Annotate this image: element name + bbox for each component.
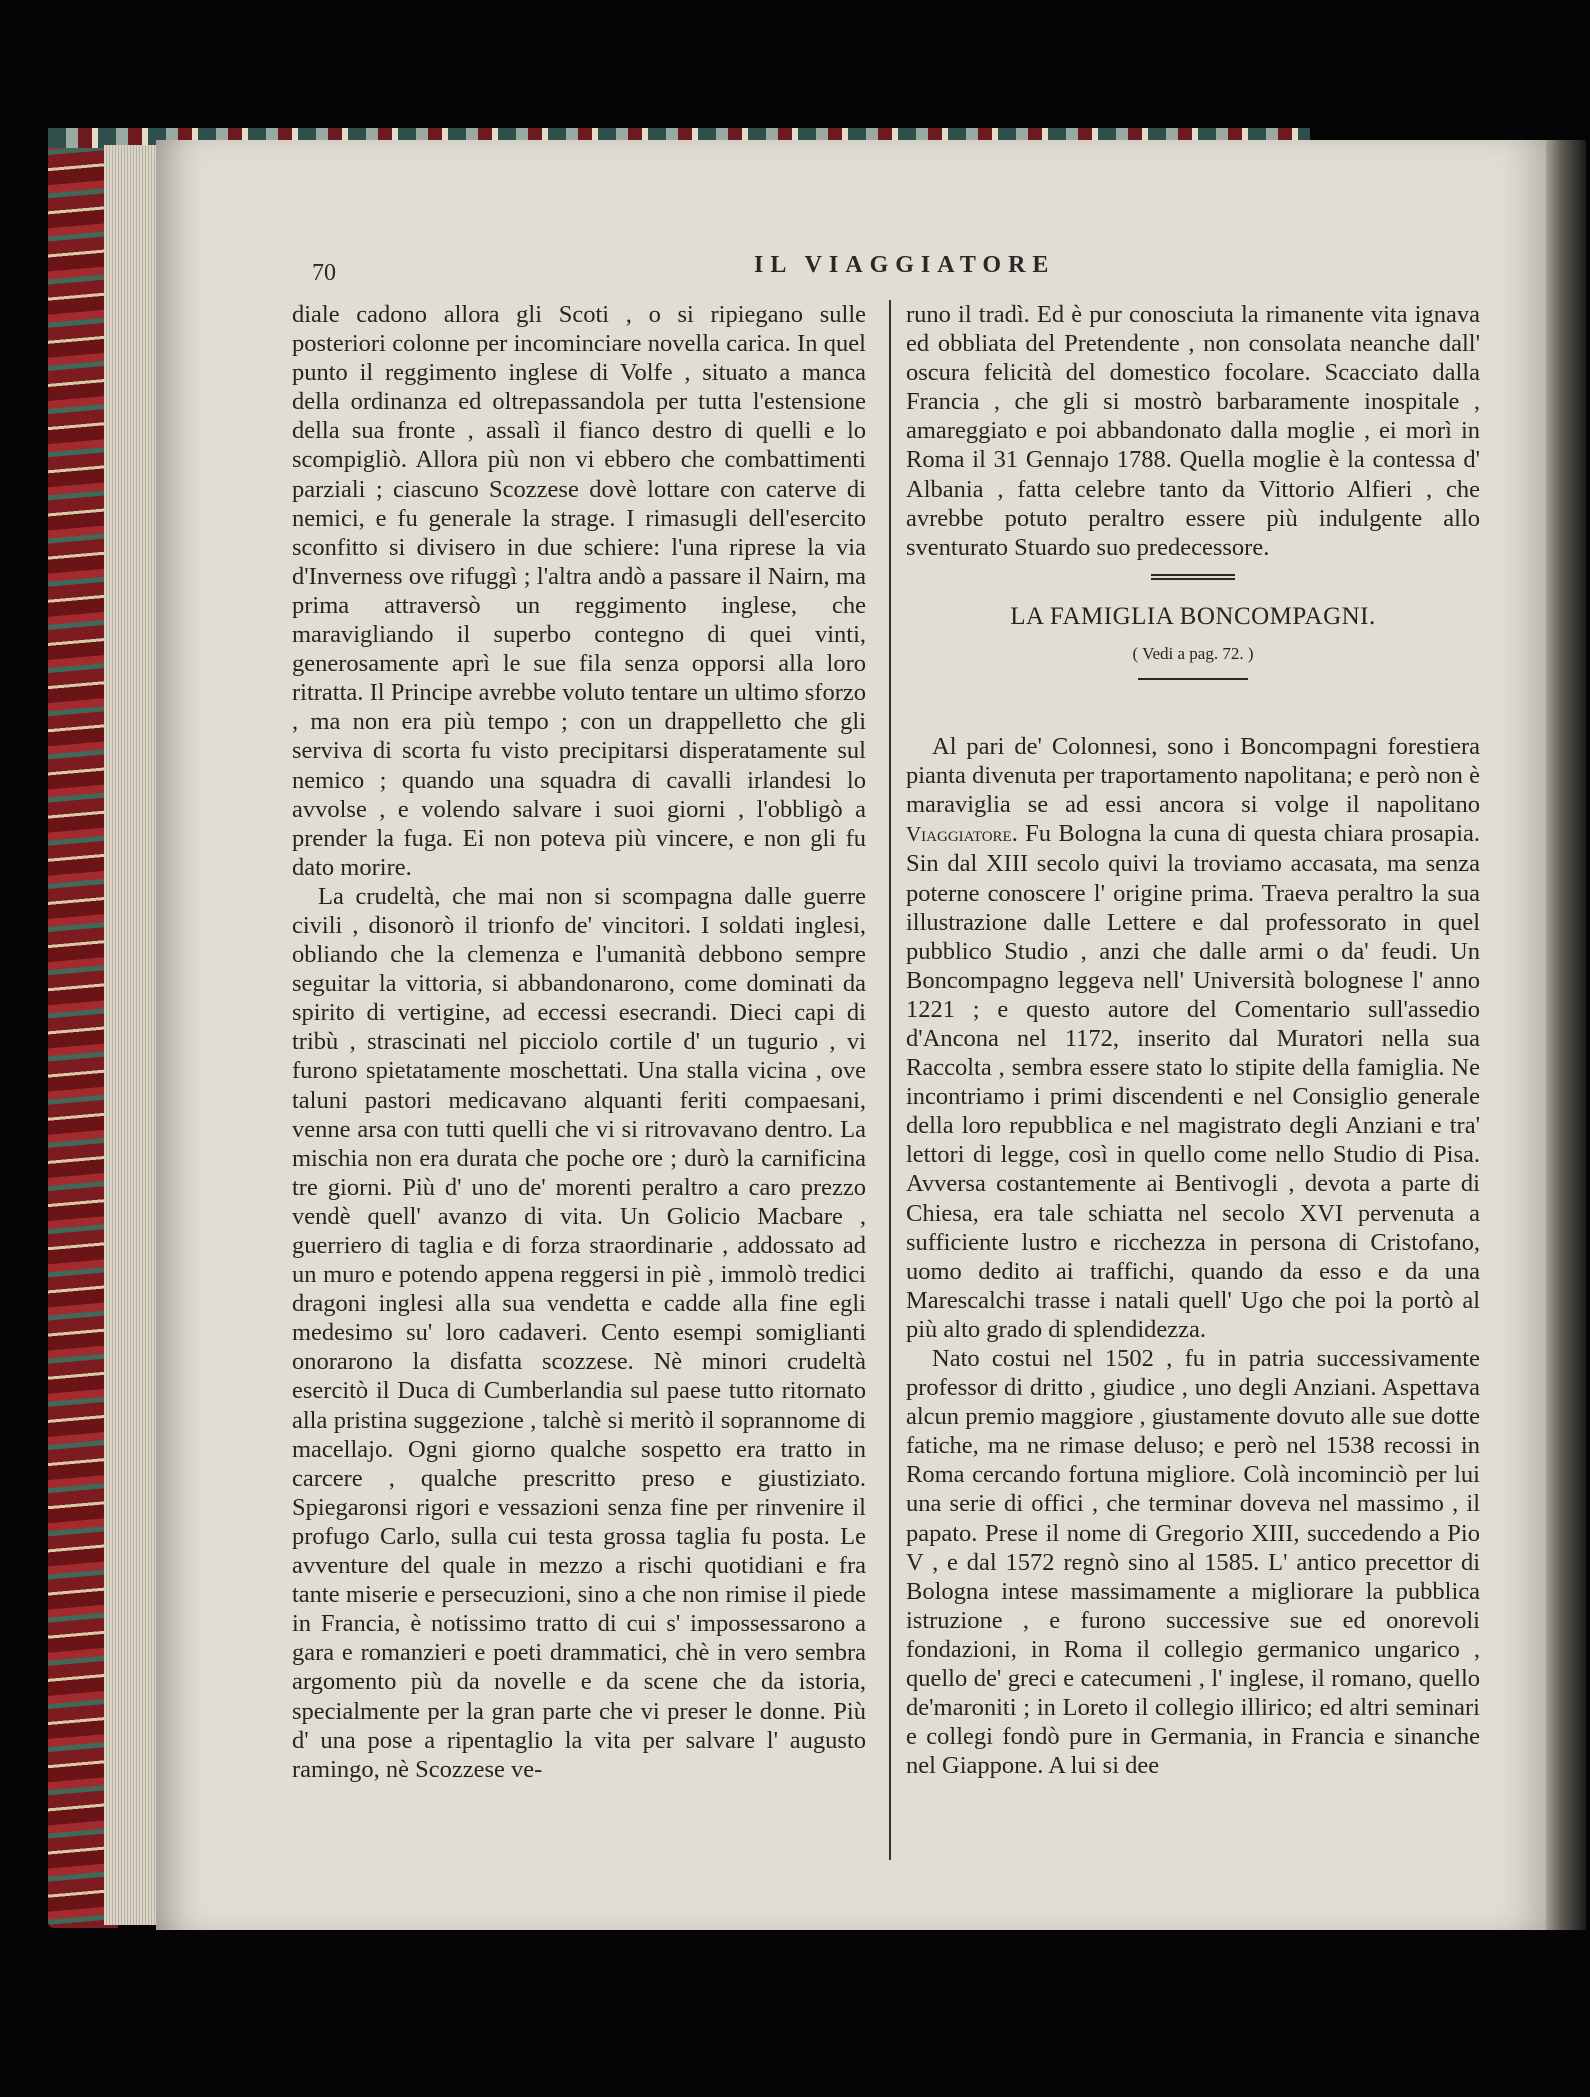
journal-name: Viaggiatore — [906, 822, 1012, 847]
right-column — [906, 300, 1480, 1780]
left-paragraph-2: La crudeltà, che mai non si scompagna dalle guerre civili , disonorò il trionfo de' vincitori. I soldati inglesi, obliando che la clemenza e l'umanità debbono sempre seguitar la vittoria, si abbandonarono, come dominati da spirito di vertigine, ad eccessi esecrandi. Dieci capi di tribù , strascinati nel picciolo cortile d' un tugurio , vi furono spietatamente moschettati. Una stalla vicina , ove taluni pastori medicavano alquanti feriti compaesani, venne arsa con tutti quelli che vi si ritrovavano dentro. La mischia non era durata che poche ore ; durò la carnificina tre giorni. Più d' uno de' morenti peraltro a caro prezzo vendè quell' avanzo di vita. Un Golicio Macbare , guerriero di taglia e di forza straordinarie , addossato ad un muro e potendo appena reggersi in piè , immolò tredici dragoni inglesi alla sua vendetta e cadde alla fine egli medesimo su' loro cadaveri. Cento esempi somiglianti onorarono la disfatta scozzese. Nè minori crudeltà esercitò il Duca di Cumberlandia sul paese tutto ritornato alla pristina suggezione , talchè si meritò il soprannome di macellajo. Ogni giorno qualche sospetto era tratto in carcere , qualche prescritto preso e giustiziato. Spiegaronsi rigori e vessazioni senza fine per rinvenire il profugo Carlo, sulla cui testa grossa taglia fu posta. Le avventure del quale in mezzo a rischi quotidiani e fra tante miserie e persecuzioni, sino a che non rimise il piede in Francia, è notissimo tratto di cui s' impossessarono a gara e romanzieri e poeti drammatici, chè in vero sembra argomento più da novelle e da scene che da istoria, specialmente per la gran parte che vi preser le donne. Più d' una pose a ripentaglio la vita per salvare l' augusto ramingo, nè Scozzese ve- — [292, 882, 866, 1783]
column-divider — [889, 300, 891, 1860]
page-number: 70 — [312, 260, 336, 286]
section-reference: ( Vedi a pag. 72. ) — [1132, 643, 1254, 663]
left-paragraph-1: diale cadono allora gli Scoti , o si ripiegano sulle posteriori colonne per incominciare novella carica. In quel punto il reggimento inglese di Volfe , situato a manca della ordinanza ed oltrepassandola per tutta l'estensione della sua fronte , assalì il fianco destro di quelli e lo scompigliò. Allora più non vi ebbero che combattimenti parziali ; ciascuno Scozzese dovè lottare con caterve di nemici, e fu generale la strage. I rimasugli dell'esercito sconfitto si divisero in due schiere: l'una riprese la via d'Inverness ove rifuggì ; l'altra andò a passare il Nairn, ma prima attraversò un reggimento inglese, che maravigliando il superbo contegno di quei vinti, generosamente aprì le sue fila senza opporsi alla loro ritratta. Il Principe avrebbe voluto tentare un ultimo sforzo , ma non era più tempo ; con un drappelletto che gli serviva di scorta fu visto precipitarsi disperatamente sul nemico ; quando una squadra di cavalli irlandesi lo avvolse , e volendo salvare i suoi giorni , l'obbligò a prender la fuga. Ei non poteva più vincere, e non gli fu dato morire. — [292, 301, 866, 881]
section-rule — [1138, 678, 1248, 680]
right-binding-shadow — [1546, 140, 1586, 1930]
left-column — [292, 300, 866, 1784]
right-intro-paragraph: runo il tradì. Ed è pur conosciuta la rimanente vita ignava ed obbliata del Pretendente , non consolata neanche dall' oscura felicità del domestico focolare. Scacciato dalla Francia , che gli si mostrò barbaramente inospitale , amareggiato e poi abbandonato dalla moglie , ei morì in Roma il 31 Gennajo 1788. Quella moglie è la contessa d' Albania , fatta celebre tanto da Vittorio Alfieri , che avrebbe potuto peraltro essere più indulgente allo sventurato Stuardo suo predecessore. — [906, 301, 1480, 561]
para1-rest: . Fu Bologna la cuna di questa chiara prosapia. Sin dal XIII secolo quivi la troviamo accasata, ma senza poterne conoscere l' origine prima. Traeva peraltro la sua illustrazione dalle Lettere e dal professorato in quel pubblico Studio , anzi che dalle armi o da' feudi. Un Boncompagno leggeva nell' Università bolognese l' anno 1221 ; e questo autore del Comentario sull'assedio d'Ancona nel 1172, inserito dal Muratori nella sua Raccolta , sembra essere stato lo stipite della famiglia. Ne incontriamo i primi discendenti e nel Consiglio generale della loro repubblica e nel magistrato degli Anziani e tra' lettori di legge, così in quello come nello Studio di Pisa. Avversa costantemente ai Bentivogli , devota a parte di Chiesa, era tale schiatta nel secolo XVI pervenuta a sufficiente lustro e ricchezza in persona di Cristofano, uomo dedito ai traffichi, quando da esso e da una Marescalchi trasse i natali quell' Ugo che poi la portò al più alto grado di splendidezza. — [906, 820, 1480, 1343]
double-rule — [1151, 574, 1235, 580]
section-title: LA FAMIGLIA BONCOMPAGNI. — [1010, 602, 1376, 630]
right-paragraph-1 — [906, 732, 1480, 1344]
running-head: IL VIAGGIATORE — [754, 252, 1056, 278]
para1-start: Al pari de' Colonnesi, sono i Boncompagni forestiera pianta divenuta per traportamento napolitana; e però non è maraviglia se ad essi ancora si volge il napolitano — [906, 733, 1480, 819]
right-paragraph-2: Nato costui nel 1502 , fu in patria successivamente professor di dritto , giudice , uno degli Anziani. Aspettava alcun premio maggiore , giustamente dovuto alle sue dotte fatiche, ma ne rimase deluso; e però nel 1538 recossi in Roma cercando fortuna migliore. Colà incominciò per lui una serie di offici , che terminar doveva nel massimo , il papato. Prese il nome di Gregorio XIII, succedendo a Pio V , e dal 1572 regnò sino al 1585. L' antico precettor di Bologna intese massimamente a migliorare la pubblica istruzione , e furono successive sue ed onorevoli fondazioni, in Roma il collegio germanico ungarico , quello de' greci e catecumeni , l' inglese, il romano, quello de'maroniti ; in Loreto il collegio illirico; ed altri seminari e collegi fondò pure in Germania, in Francia e sinanche nel Giappone. A lui si dee — [906, 1345, 1480, 1780]
